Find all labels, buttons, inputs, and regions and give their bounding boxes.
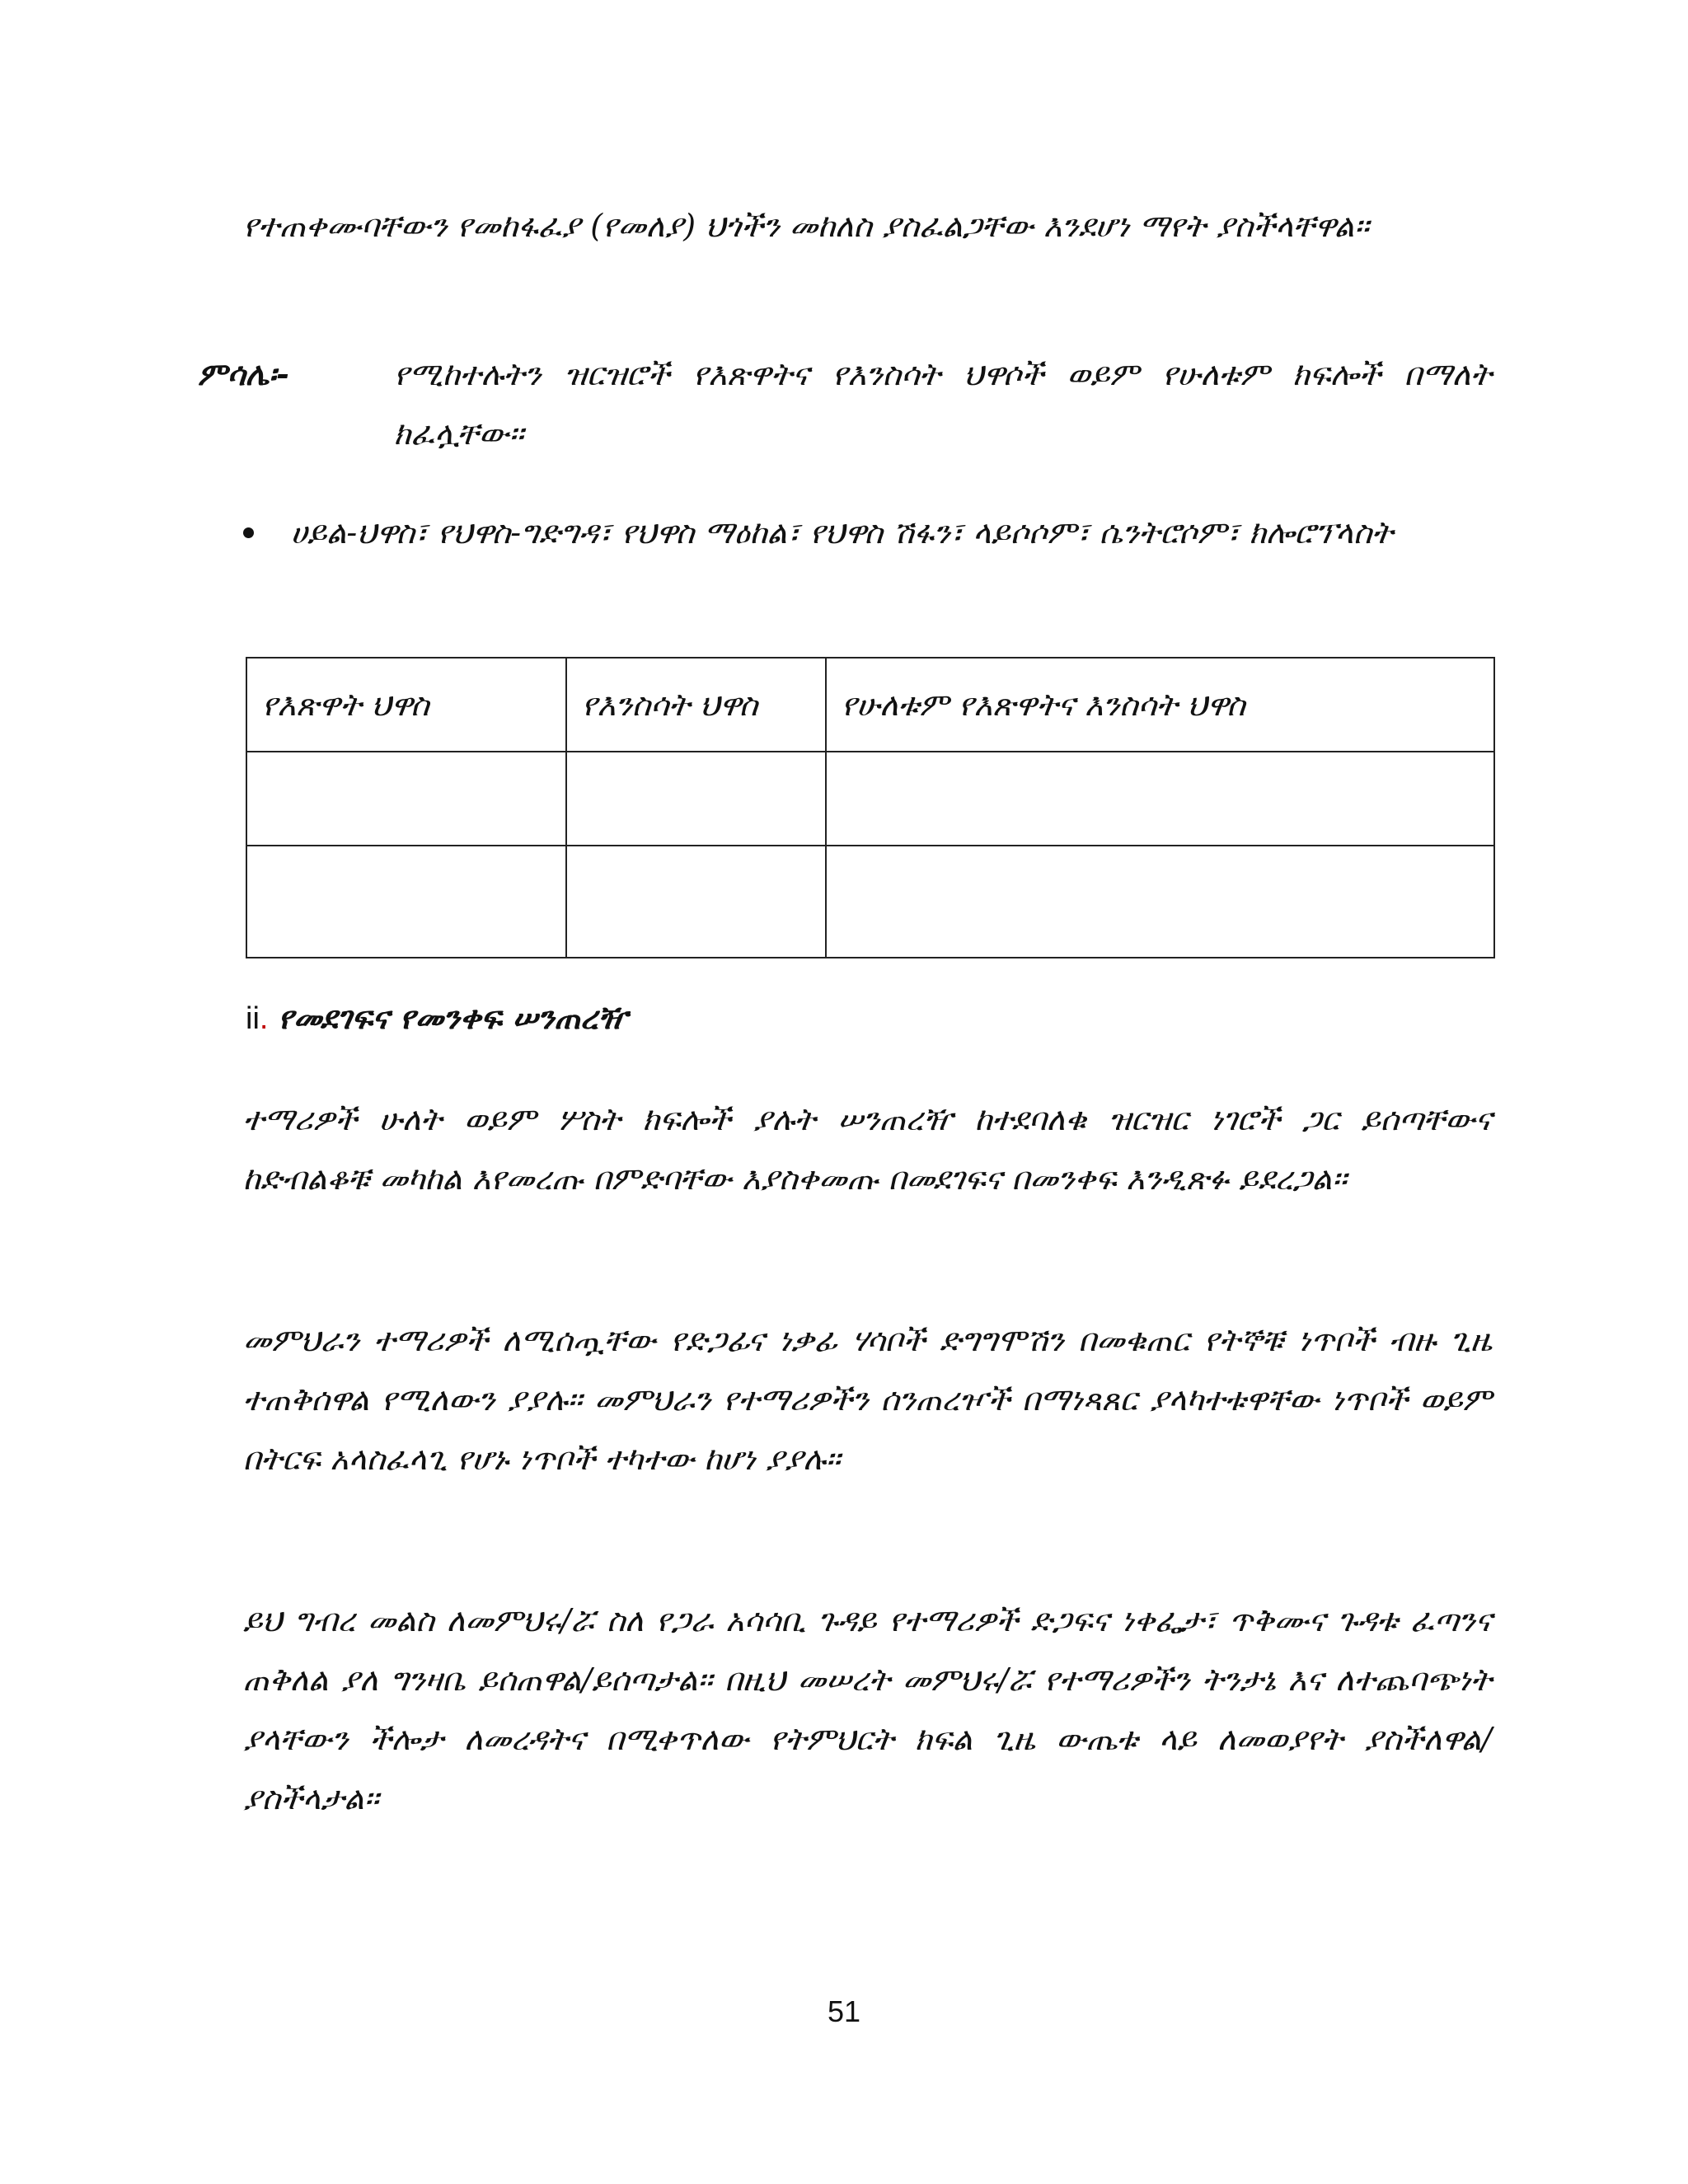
table-cell xyxy=(566,846,826,958)
section-title: የመደገፍና የመንቀፍ ሠንጠረዥ xyxy=(278,999,627,1036)
bullet-icon xyxy=(243,527,254,538)
body-paragraph-1: ተማሪዎች ሁለት ወይም ሦስት ክፍሎች ያሉት ሠንጠረዥ ከተደባለቁ ዝርዝር ነገሮች ጋር ይሰጣቸውና ከድብልቆቹ መካከል እየመረጡ በምድባቸው እያስቀመጡ በመደገፍና በመንቀፍ እንዲጽፉ ይደረጋል፡፡ xyxy=(243,1101,1492,1197)
table-cell xyxy=(566,752,826,846)
header-plant-cell: የእጽዋት ህዋስ xyxy=(246,658,566,752)
page-number: 51 xyxy=(827,1994,861,2028)
example-label: ምሳሌ፡- xyxy=(198,355,289,392)
section-number: ii. xyxy=(246,1001,269,1036)
table-cell xyxy=(826,752,1494,846)
table-cell xyxy=(246,752,566,846)
table-row xyxy=(246,846,1494,958)
intro-paragraph: የተጠቀሙባቸውን የመከፋፈያ (የመለያ) ህጎችን መከለስ ያስፈልጋቸው እንደሆነ ማየት ያስችላቸዋል፡፡ xyxy=(243,208,1370,244)
section-heading xyxy=(246,993,627,1043)
header-animal-cell: የእንስሳት ህዋስ xyxy=(566,658,826,752)
header-both-cell: የሁለቱም የእጽዋትና እንስሳት ህዋስ xyxy=(826,658,1494,752)
table-cell xyxy=(246,846,566,958)
body-paragraph-3: ይህ ግብረ መልስ ለመምህሩ/ሯ ስለ የጋራ አሳሳቢ ጉዳይ የተማሪዎች ድጋፍና ነቀፌታ፣ ጥቅሙና ጉዳቱ ፈጣንና ጠቅለል ያለ ግንዛቤ ይሰጠዋል/ይሰጣታል፡፡ በዚህ መሠረት መምህሩ/ሯ የተማሪዎችን ትንታኔ እና ለተጨባጭነት ያላቸውን ችሎታ ለመረዳትና በሚቀጥለው የትምህርት ክፍል ጊዜ ውጤቱ ላይ ለመወያየት ያስችለዋል/ያስችላታል፡፡ xyxy=(243,1602,1492,1816)
example-instruction: የሚከተሉትን ዝርዝሮች የእጽዋትና የእንስሳት ህዋሶች ወይም የሁለቱም ክፍሎች በማለት ክፈሏቸው፡፡ xyxy=(394,356,1492,452)
table-cell xyxy=(826,846,1494,958)
table-header-row xyxy=(246,658,1494,752)
table-row xyxy=(246,752,1494,846)
classification-table xyxy=(246,657,1495,958)
body-paragraph-2: መምህራን ተማሪዎች ለሚሰጧቸው የድጋፊና ነቃፊ ሃሳቦች ድግግሞሽን በመቁጠር የትኞቹ ነጥቦች ብዙ ጊዜ ተጠቅሰዋል የሚለውን ያያሉ፡፡ መምህራን የተማሪዎችን ሰንጠረዦች በማነጻጸር ያላካተቱዋቸው ነጥቦች ወይም በትርፍ አላስፈላጊ የሆኑ ነጥቦች ተካተው ከሆነ ያያሉ፡፡ xyxy=(243,1322,1492,1477)
bullet-text: ሀይል-ህዋስ፣ የህዋስ-ግድግዳ፣ የህዋስ ማዕከል፣ የህዋስ ሽፋን፣ ላይሶሶም፣ ሴንትሮሶም፣ ክሎሮፕላስት xyxy=(291,514,1394,551)
